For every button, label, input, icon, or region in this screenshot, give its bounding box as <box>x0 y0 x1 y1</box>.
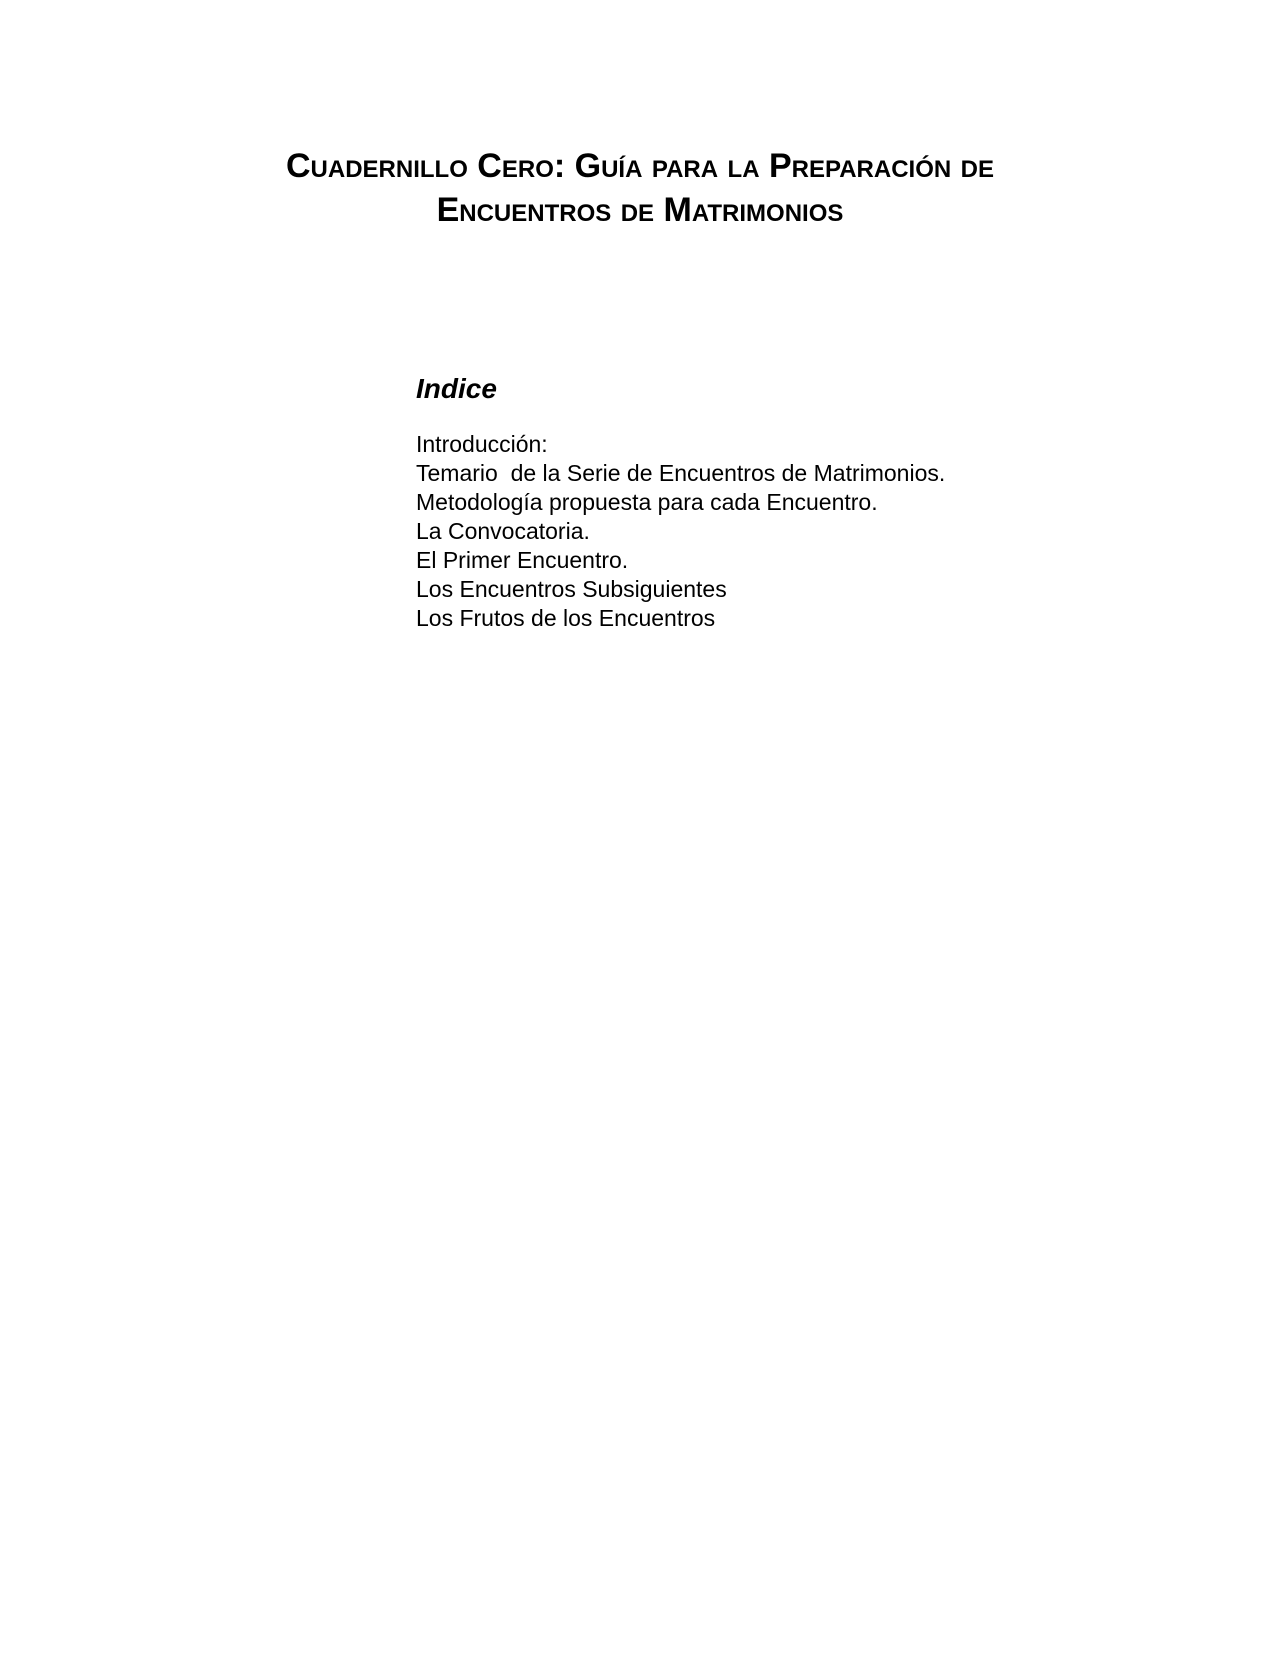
index-item-metodologia: Metodología propuesta para cada Encuentro. <box>416 489 878 515</box>
index-item-temario: Temario de la Serie de Encuentros de Matrimonios. <box>416 460 946 486</box>
index-list <box>416 430 1176 633</box>
table-of-contents <box>416 372 1176 633</box>
index-heading: Indice <box>416 373 497 404</box>
index-item-frutos: Los Frutos de los Encuentros <box>416 605 716 631</box>
index-item-encuentros-subsiguientes: Los Encuentros Subsiguientes <box>416 576 727 602</box>
title-line-1: Cuadernillo Cero: Guía para la Preparación de <box>285 147 994 185</box>
document-title <box>140 144 1140 232</box>
index-item-convocatoria: La Convocatoria. <box>416 518 590 544</box>
title-line-2: Encuentros de Matrimonios <box>436 191 844 229</box>
index-item-primer-encuentro: El Primer Encuentro. <box>416 547 629 573</box>
index-item-introduccion: Introducción: <box>416 431 548 457</box>
